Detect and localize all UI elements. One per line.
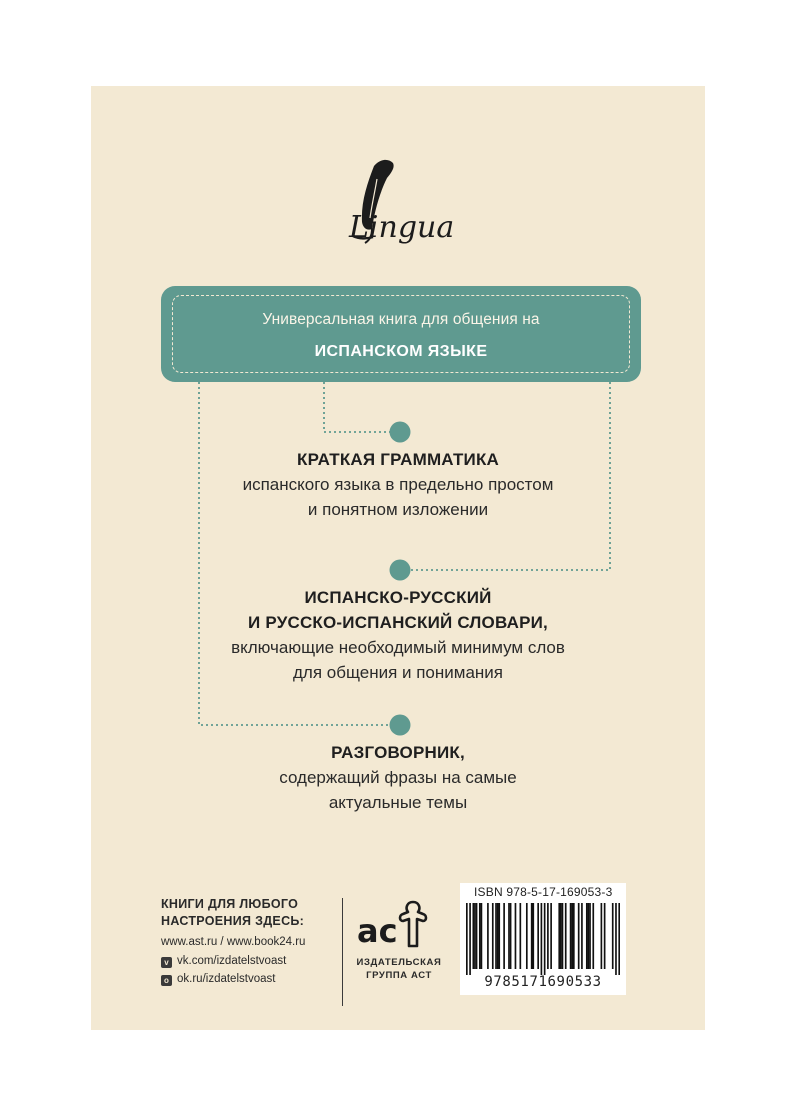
barcode-bar [503,903,505,969]
feature-heading: И РУССКО-ИСПАНСКИЙ СЛОВАРИ, [248,613,548,632]
publisher-links [161,896,351,989]
vk-icon: v [161,957,172,968]
bullet-dot [390,560,411,581]
barcode-bar [565,903,567,969]
barcode-bar [479,903,481,969]
title-banner [161,286,641,382]
barcode-bar [537,903,539,969]
feature-heading: РАЗГОВОРНИК, [331,743,465,762]
barcode-bar [601,903,603,969]
barcode-bar [589,903,591,969]
barcode-bar [526,903,528,969]
website-link-text: www.ast.ru / www.book24.ru [161,936,306,948]
barcode-bars [466,903,620,975]
bullet-dot [390,715,411,736]
feature-heading: КРАТКАЯ ГРАММАТИКА [297,450,499,469]
links-heading: НАСТРОЕНИЯ ЗДЕСЬ: [161,914,305,928]
barcode-bar [550,903,552,969]
barcode-bar [476,903,478,969]
feature-text: актуальные темы [328,793,468,812]
barcode-bar [618,903,620,975]
barcode-bar [515,903,517,969]
links-heading: КНИГИ ДЛЯ ЛЮБОГО [161,897,299,911]
barcode-bar [571,903,573,969]
barcode-bar [562,903,564,969]
barcode-bar [487,903,489,969]
publisher-caption-line: ИЗДАТЕЛЬСКАЯ [356,957,442,968]
barcode-bar [541,903,543,975]
banner-dashed-border [172,295,630,373]
feature-text: содержащий фразы на самые [279,768,517,787]
barcode-bar [612,903,614,969]
barcode-bar [588,903,590,969]
vk-link[interactable] [161,952,351,971]
barcode-bar [510,903,512,969]
barcode-bar [604,903,606,969]
barcode-bar [573,903,575,969]
vk-link-text: vk.com/izdatelstvoast [177,954,287,967]
feature-text: включающие необходимый минимум слов [231,638,565,657]
barcode-bar [466,903,468,975]
barcode-bar [469,903,471,975]
publisher-caption [349,956,449,982]
ok-link[interactable] [161,970,351,989]
barcode-bar [474,903,476,969]
isbn-number: ISBN 978-5-17-169053-3 [474,885,613,899]
barcode-bar [560,903,562,969]
barcode-bar [532,903,534,969]
footer-divider [342,898,343,1006]
ast-figure-icon [400,902,426,946]
barcode-bar [615,903,617,975]
barcode-bar [581,903,583,969]
barcode-bar [495,903,497,969]
feature-text: и понятном изложении [307,500,489,519]
barcode-bar [558,903,560,969]
book-back-cover [91,86,705,1030]
bullet-dot [390,422,411,443]
banner-subtitle: Универсальная книга для общения на [262,311,540,328]
barcode-bar [498,903,500,969]
barcode-bar [492,903,494,969]
barcode-bar [472,903,474,969]
barcode-bar [519,903,521,969]
lingua-logo-text: Lingua [349,210,455,245]
ean-number: 9785171690533 [484,974,602,990]
feature-text: для общения и понимания [292,663,504,682]
barcode-bar [592,903,594,969]
feature-text: испанского языка в предельно простом [242,475,554,494]
ast-logo-text: ac [357,912,398,950]
barcode-bar [508,903,510,969]
odnoklassniki-icon: o [161,975,172,986]
banner-title: ИСПАНСКОМ ЯЗЫКЕ [314,343,488,360]
feature-grammar [91,447,705,522]
barcode-bar [570,903,572,969]
website-link[interactable] [161,933,351,952]
ast-publisher-logo [353,894,443,954]
barcode-bar [531,903,533,969]
isbn-barcode [460,883,626,995]
barcode-bar [547,903,549,969]
feature-phrasebook [91,740,705,815]
feature-dictionaries [91,585,705,685]
feature-heading: ИСПАНСКО-РУССКИЙ [304,588,492,607]
barcode-bar [544,903,546,975]
barcode-bar [481,903,483,969]
barcode-bar [497,903,499,969]
barcode-bar [578,903,580,969]
publisher-caption-line: ГРУППА АСТ [366,970,432,981]
barcode-bar [586,903,588,969]
ok-link-text: ok.ru/izdatelstvoast [177,973,276,985]
